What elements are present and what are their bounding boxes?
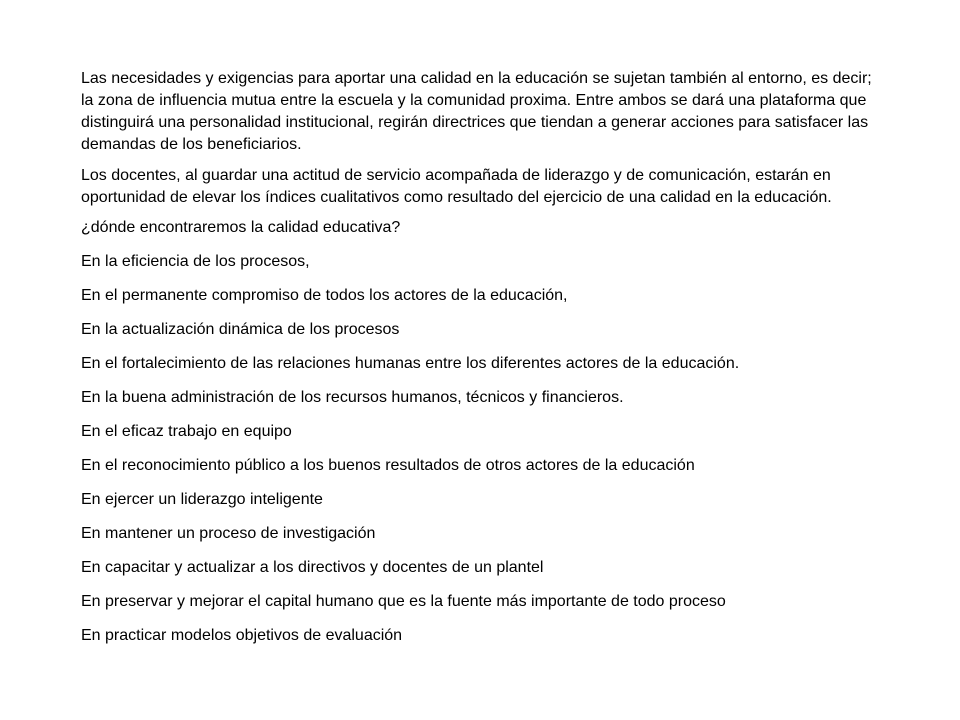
paragraph-intro: Las necesidades y exigencias para aportar una calidad en la educación se sujetan también al entorno, es decir; la zona de influencia mutua entre la escuela y la comunidad proxima. Entre ambos se dará una plataforma que distinguirá una personalidad institucional, regirán directrices que tiendan a generar acciones para satisfacer las demandas de los beneficiarios. <box>81 70 872 153</box>
list-item: En el eficaz trabajo en equipo <box>81 423 292 440</box>
slide-body <box>81 68 881 659</box>
paragraph-docentes: Los docentes, al guardar una actitud de servicio acompañada de liderazgo y de comunicación, estarán en oportunidad de elevar los índices cualitativos como resultado del ejercicio de una calidad en la educación. <box>81 167 832 206</box>
list-item: En practicar modelos objetivos de evaluación <box>81 627 403 644</box>
list-item: En la eficiencia de los procesos, <box>81 253 310 270</box>
list-item: En ejercer un liderazgo inteligente <box>81 491 323 508</box>
list-item: En capacitar y actualizar a los directivos y docentes de un plantel <box>81 559 544 576</box>
list-item: En el fortalecimiento de las relaciones humanas entre los diferentes actores de la educación. <box>81 355 740 372</box>
list-item: En preservar y mejorar el capital humano que es la fuente más importante de todo proceso <box>81 593 726 610</box>
list-item: En la buena administración de los recursos humanos, técnicos y financieros. <box>81 389 624 406</box>
question-line: ¿dónde encontraremos la calidad educativa? <box>81 219 401 236</box>
list-item: En el permanente compromiso de todos los actores de la educación, <box>81 287 568 304</box>
list-item: En la actualización dinámica de los procesos <box>81 321 400 338</box>
list-item: En mantener un proceso de investigación <box>81 525 376 542</box>
list-item: En el reconocimiento público a los buenos resultados de otros actores de la educación <box>81 457 695 474</box>
quality-list <box>81 217 881 647</box>
